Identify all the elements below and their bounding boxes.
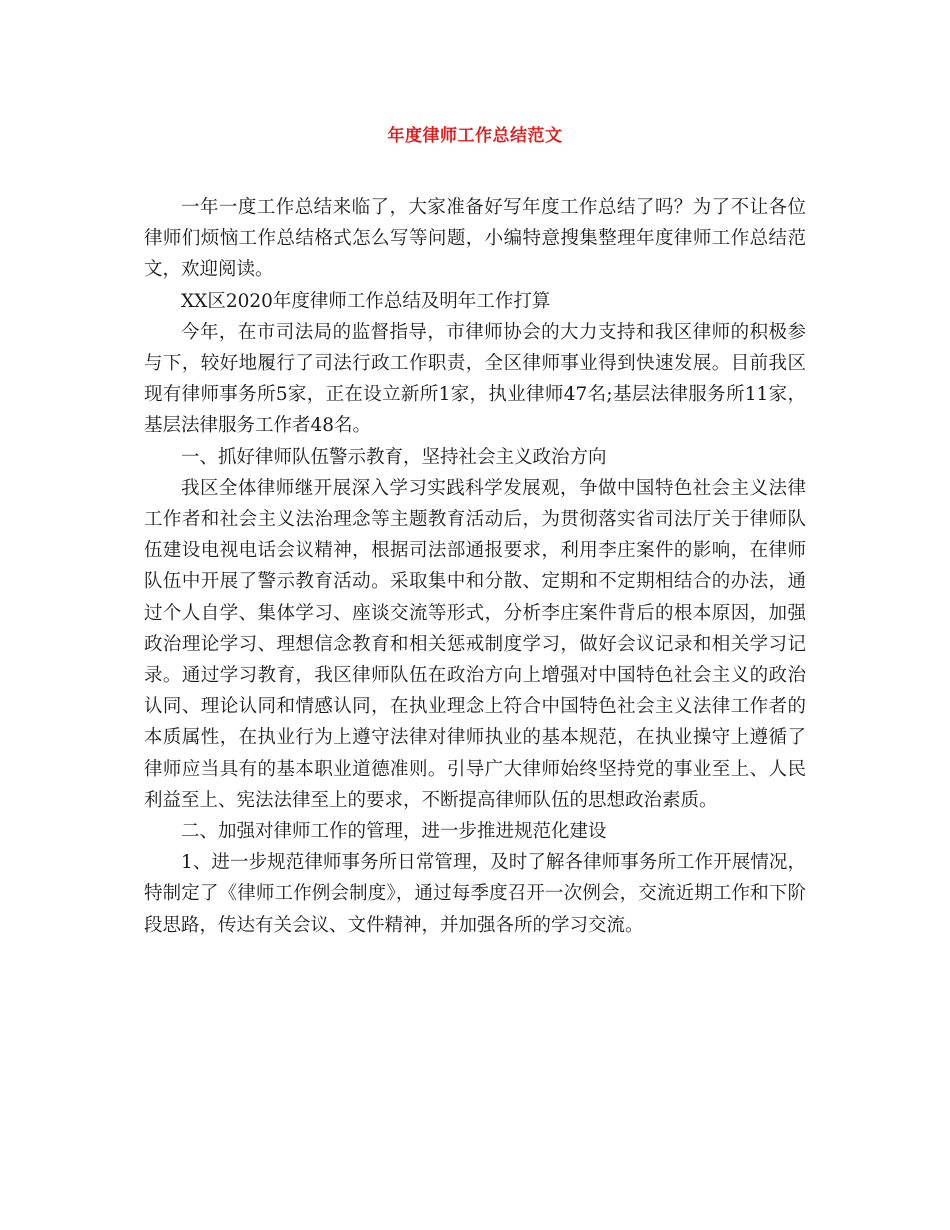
paragraph-section-1: 我区全体律师继开展深入学习实践科学发展观，争做中国特色社会主义法律工作者和社会主义法治理念等主题教育活动后，为贯彻落实省司法厅关于律师队伍建设电视电话会议精神，根据司法部通报要求，利用李庄案件的影响，在律师队伍中开展了警示教育活动。采取集中和分散、定期和不定期相结合的办法，通过个人自学、集体学习、座谈交流等形式，分析李庄案件背后的根本原因，加强政治理论学习、理想信念教育和相关惩戒制度学习，做好会议记录和相关学习记录。通过学习教育，我区律师队伍在政治方向上增强对中国特色社会主义的政治认同、理论认同和情感认同，在执业理念上符合中国特色社会主义法律工作者的本质属性，在执业行为上遵守法律对律师执业的基本规范，在执业操守上遵循了律师应当具有的基本职业道德准则。引导广大律师始终坚持党的事业至上、人民利益至上、宪法法律至上的要求，不断提高律师队伍的思想政治素质。 xyxy=(144,477,806,811)
section-heading-2: 二、加强对律师工作的管理，进一步推进规范化建设 xyxy=(181,821,607,843)
paragraph-intro: 一年一度工作总结来临了，大家准备好写年度工作总结了吗？为了不让各位律师们烦恼工作总结格式怎么写等问题，小编特意搜集整理年度律师工作总结范文，欢迎阅读。 xyxy=(144,197,806,281)
section-heading-1: 一、抓好律师队伍警示教育，坚持社会主义政治方向 xyxy=(181,446,607,468)
document-body xyxy=(144,192,806,941)
paragraph-subtitle: XX区2020年度律师工作总结及明年工作打算 xyxy=(181,290,551,312)
paragraph-overview: 今年，在市司法局的监督指导，市律师协会的大力支持和我区律师的积极参与下，较好地履行了司法行政工作职责，全区律师事业得到快速发展。目前我区现有律师事务所5家，正在设立新所1家，执业律师47名;基层法律服务所11家，基层法律服务工作者48名。 xyxy=(144,321,806,437)
paragraph-section-2-item-1: 1、进一步规范律师事务所日常管理，及时了解各律师事务所工作开展情况，特制定了《律师工作例会制度》，通过每季度召开一次例会，交流近期工作和下阶段思路，传达有关会议、文件精神，并加强各所的学习交流。 xyxy=(144,852,806,936)
document-title: 年度律师工作总结范文 xyxy=(387,126,563,146)
